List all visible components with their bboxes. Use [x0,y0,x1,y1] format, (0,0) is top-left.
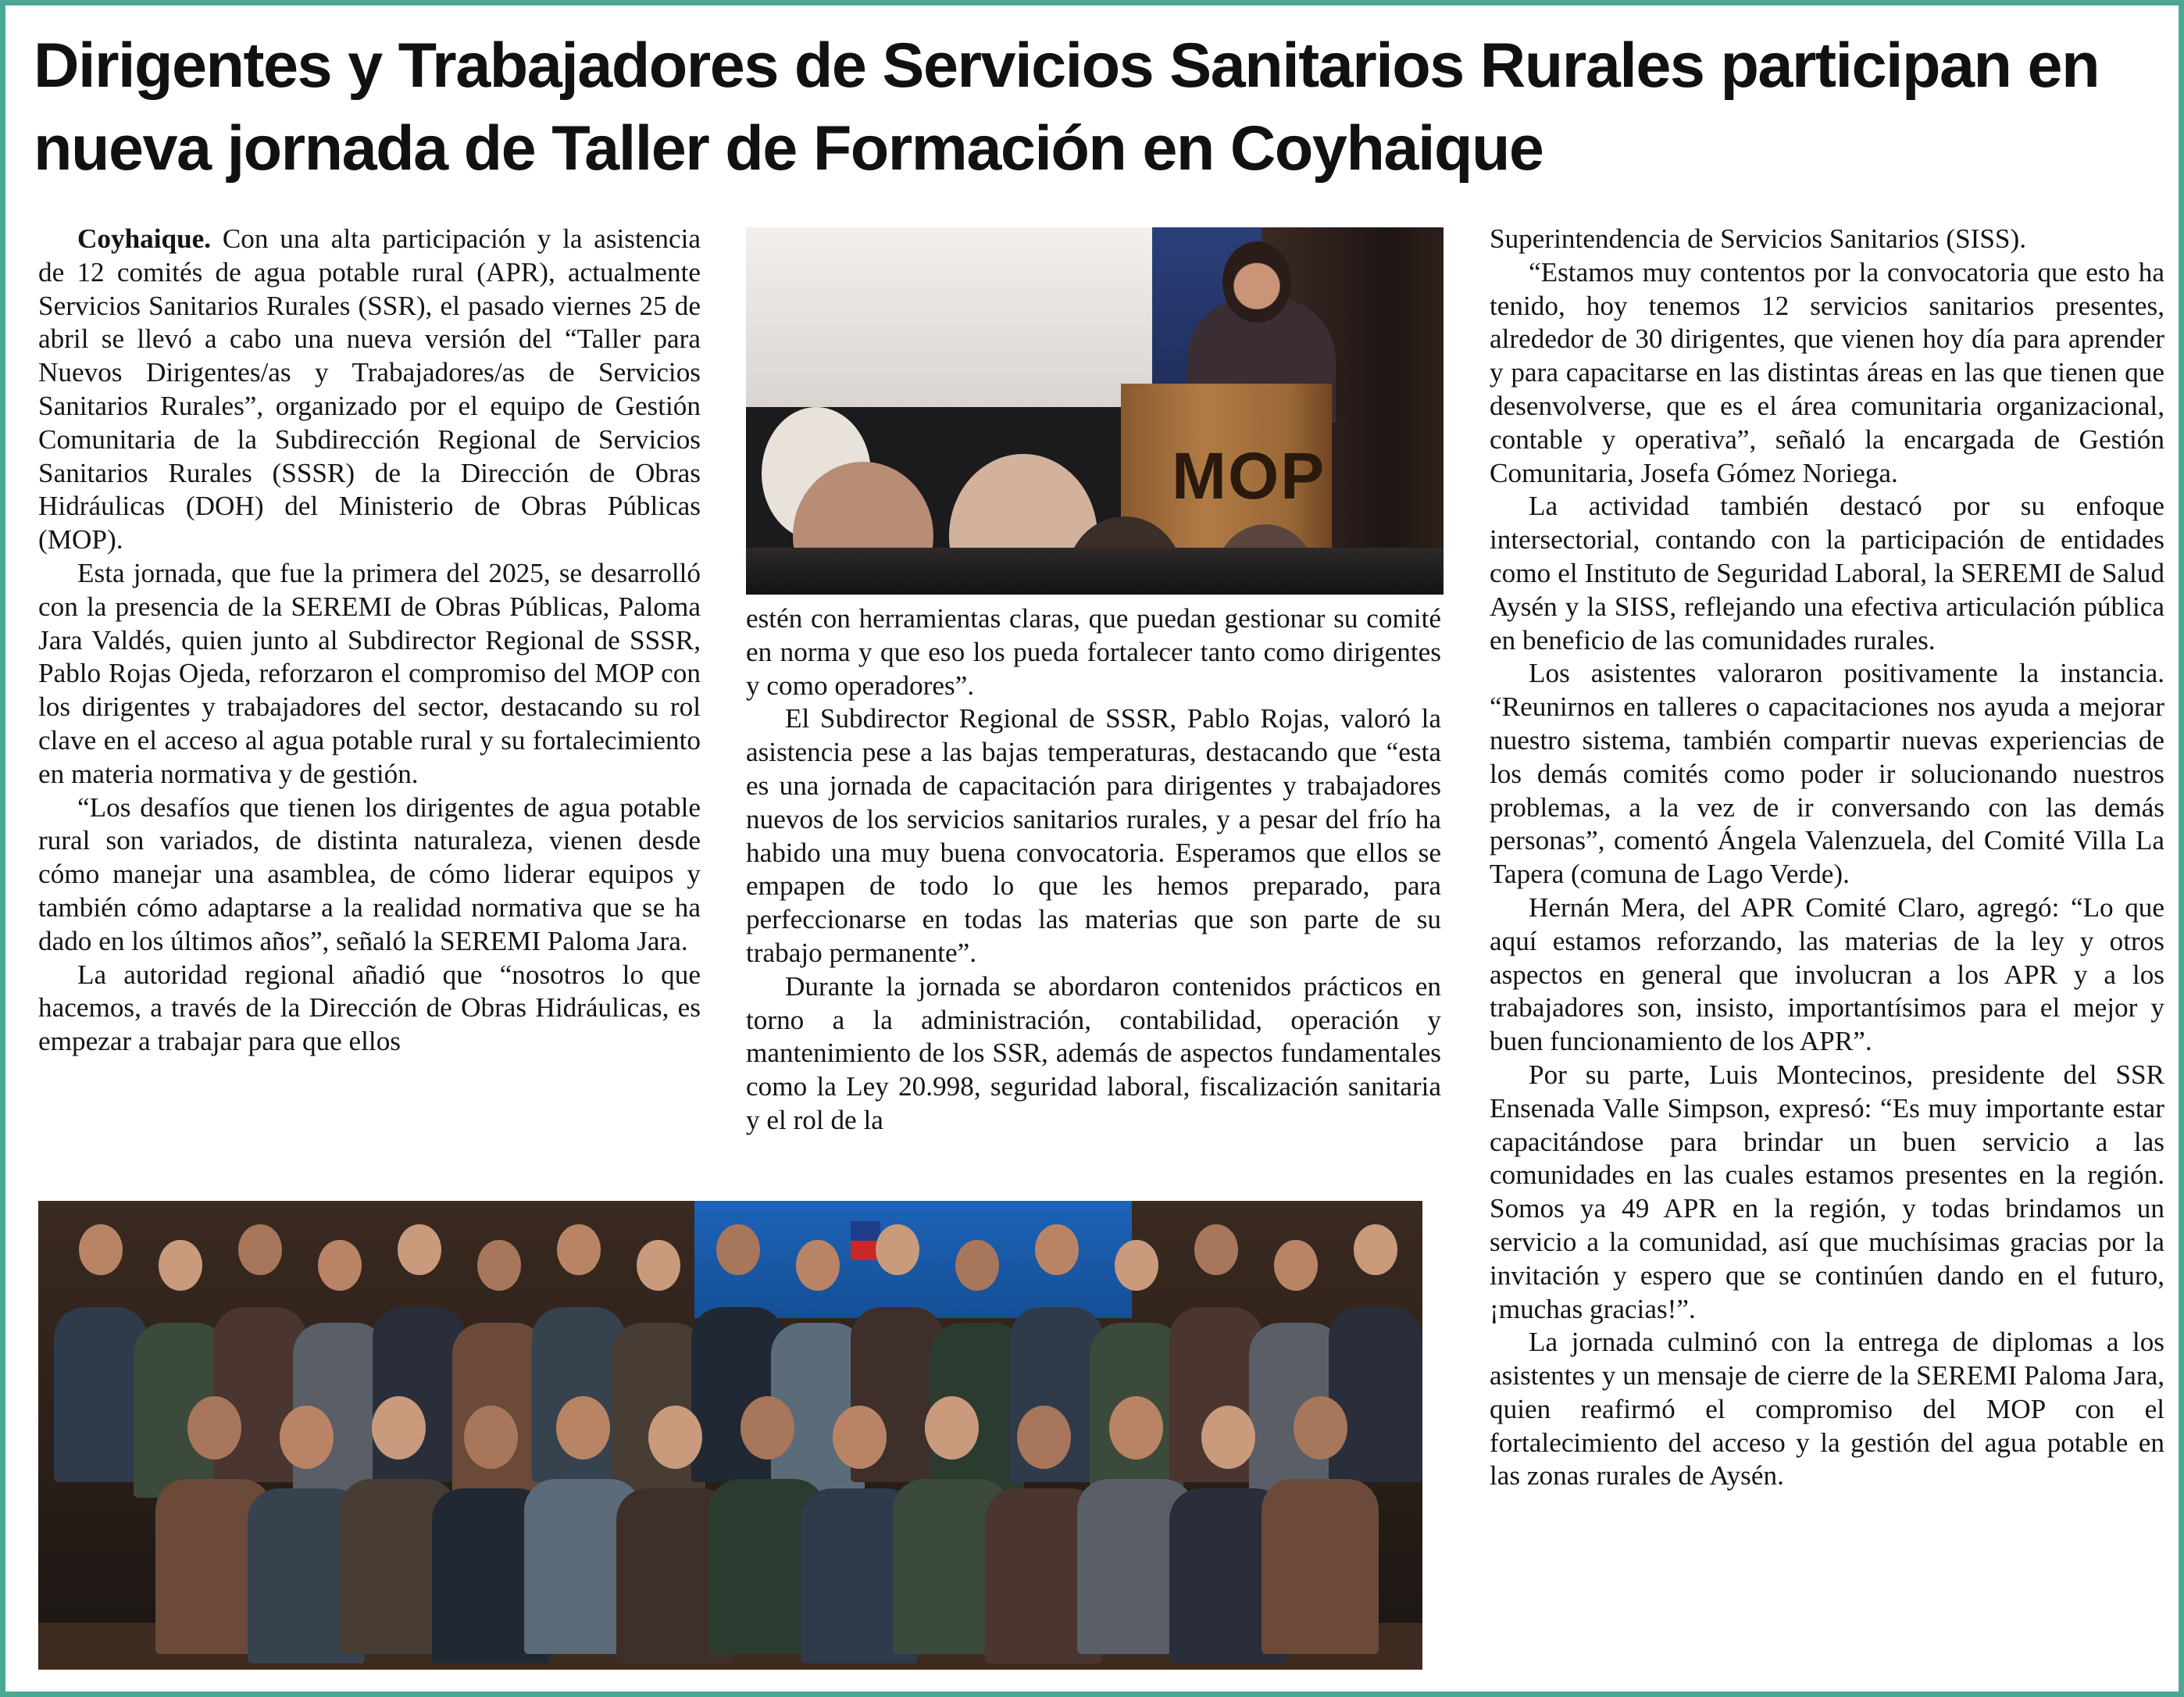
headline: Dirigentes y Trabajadores de Servicios Sanitarios Rurales participan en nueva jornada de Taller de Formación en Coyhaique [34,30,2100,184]
paragraph [38,223,701,557]
speaker-photo [746,227,1444,595]
article-column-3 [1490,223,2164,1493]
article-column-1 [38,223,701,1059]
attendee-head [1017,1406,1071,1469]
attendee-head [1035,1224,1078,1275]
group-photo [38,1201,1422,1670]
attendee-head [464,1406,518,1469]
paragraph: Durante la jornada se abordaron contenidos prácticos en torno a la administración, contabilidad, operación y mantenimiento de los SSR, además de aspectos fundamentales como la Ley 20.998, seguridad laboral, fiscalización sanitaria y el rol de la [746,970,1441,1135]
attendee-head [557,1224,600,1275]
dateline: Coyhaique. [77,223,212,254]
paragraph: Por su parte, Luis Montecinos, presidente del SSR Ensenada Valle Simpson, expresó: “Es muy importante estar capacitándose para brindar un buen servicio a las comunidades en las cuales estamos presentes en la región. Somos ya 49 APR en la región, y todas brindamos un servicio a la comunidad, así que muchísimas gracias por la invitación y espero que se continúen dando en el futuro, ¡muchas gracias!”. [1490,1059,2164,1324]
article-column-2 [746,602,1441,1138]
speaker-head [1222,241,1291,323]
paragraph: Esta jornada, que fue la primera del 2025, se desarrolló con la presencia de la SEREMI de Obras Públicas, Paloma Jara Valdés, quien junto al Subdirector Regional de SSSR, Pablo Rojas Ojeda, reforzaron el compromiso del MOP con los dirigentes y trabajadores del sector, destacando su rol clave en el acceso al agua potable rural y su fortalecimiento en materia normativa y de gestión. [38,557,701,789]
attendee-head [318,1240,361,1291]
attendee-head [238,1224,281,1275]
paragraph: El Subdirector Regional de SSSR, Pablo Rojas, valoró la asistencia pese a las bajas temperaturas, destacando que “esta es una jornada de capacitación para dirigentes y trabajadores nuevos de los servicios sanitarios rurales, y a pesar del frío ha habido una muy buena convocatoria. Esperamos que ellos se empapen de todo lo que les hemos preparado, para perfeccionarse en todas las materias que son parte de su trabajo permanente”. [746,703,1441,968]
attendee-head [398,1224,441,1275]
attendee-body [1329,1307,1422,1482]
paragraph: La jornada culminó con la entrega de diplomas a los asistentes y un mensaje de cierre de la SEREMI Paloma Jara, quien reafirmó el compromiso del MOP con el fortalecimiento del acceso y la gestión del agua potable en las zonas rurales de Aysén. [1490,1327,2164,1492]
paragraph: “Estamos muy contentos por la convocatoria que esto ha tenido, hoy tenemos 12 servicios sanitarios presentes, alrededor de 30 dirigentes, que vienen hoy día para aprender y para capacitarse en las distintas áreas en las que tienen que desenvolverse, que es el área comunitaria organizacional, contable y operativa”, señaló la encargada de Gestión Comunitaria, Josefa Gómez Noriega. [1490,256,2164,488]
paragraph: Los asistentes valoraron positivamente la instancia. “Reunirnos en talleres o capacitaciones nos ayuda a mejorar nuestro sistema, también compartir nuevas experiencias de los demás comités como poder ir solucionando nuestros problemas, a la vez de ir conversando con las demás personas”, comentó Ángela Valenzuela, del Comité Villa La Tapera (comuna de Lago Verde). [1490,658,2164,890]
attendee-head [716,1224,759,1275]
attendee-head [925,1396,979,1459]
attendee-head [1354,1224,1397,1275]
paragraph: La autoridad regional añadió que “nosotros lo que hacemos, a través de la Dirección de Obras Hidráulicas, es empezar a trabajar para que ellos [38,959,701,1057]
audience-shadow [746,548,1444,595]
attendee-head [637,1240,680,1291]
paragraph: “Los desafíos que tienen los dirigentes de agua potable rural son variados, de distinta naturaleza, vienen desde cómo manejar una asamblea, de cómo liderar equipos y también cómo adaptarse a la realidad normativa que se ha dado en los últimos años”, señaló la SEREMI Paloma Jara. [38,791,701,956]
attendee-head [1274,1240,1317,1291]
attendee-head [796,1240,839,1291]
paragraph: estén con herramientas claras, que puedan gestionar su comité en norma y que eso los pueda fortalecer tanto como dirigentes y como operadores”. [746,603,1441,701]
paragraph: Hernán Mera, del APR Comité Claro, agregó: “Lo que aquí estamos reforzando, las materias de la ley y otros aspectos en general que involucran a los APR y a los trabajadores son, insisto, importantísimos para el mejor y buen funcionamiento de los APR”. [1490,891,2164,1057]
attendee-head [1115,1240,1158,1291]
paragraph-text: Con una alta participación y la asistencia de 12 comités de agua potable rural (APR), actualmente Servicios Sanitarios Rurales (SSR), el pasado viernes 25 de abril se llevó a cabo una nueva versión del “Taller para Nuevos Dirigentes/as y Trabajadores/as de Servicios Sanitarios Rurales”, organizado por el equipo de Gestión Comunitaria de la Subdirección Regional de Servicios Sanitarios Rurales (SSSR) de la Dirección de Obras Hidráulicas (DOH) del Ministerio de Obras Públicas (MOP). [38,223,701,556]
attendee-head [876,1224,919,1275]
attendee-head [477,1240,520,1291]
attendee-head [1201,1406,1255,1469]
attendee-head [1109,1396,1163,1459]
attendee-head [187,1396,241,1459]
projection-screen [746,227,1152,407]
attendee-head [1194,1224,1237,1275]
paragraph: Superintendencia de Servicios Sanitarios (SISS). [1490,223,2027,254]
attendee-head [159,1240,202,1291]
attendee-head [1294,1396,1347,1459]
attendee-head [79,1224,122,1275]
attendee-head [833,1406,887,1469]
attendee-head [955,1240,998,1291]
podium-logo: MOP [1172,439,1326,513]
attendee-head [740,1396,794,1459]
attendee-head [648,1406,702,1469]
attendee-body [1262,1479,1379,1654]
attendee-head [372,1396,426,1459]
paragraph: La actividad también destacó por su enfoque intersectorial, contando con la participación de entidades como el Instituto de Seguridad Laboral, la SEREMI de Salud Aysén y la SISS, reflejando una efectiva articulación pública en beneficio de las comunidades rurales. [1490,491,2164,656]
attendee-head [556,1396,610,1459]
attendee-head [280,1406,334,1469]
